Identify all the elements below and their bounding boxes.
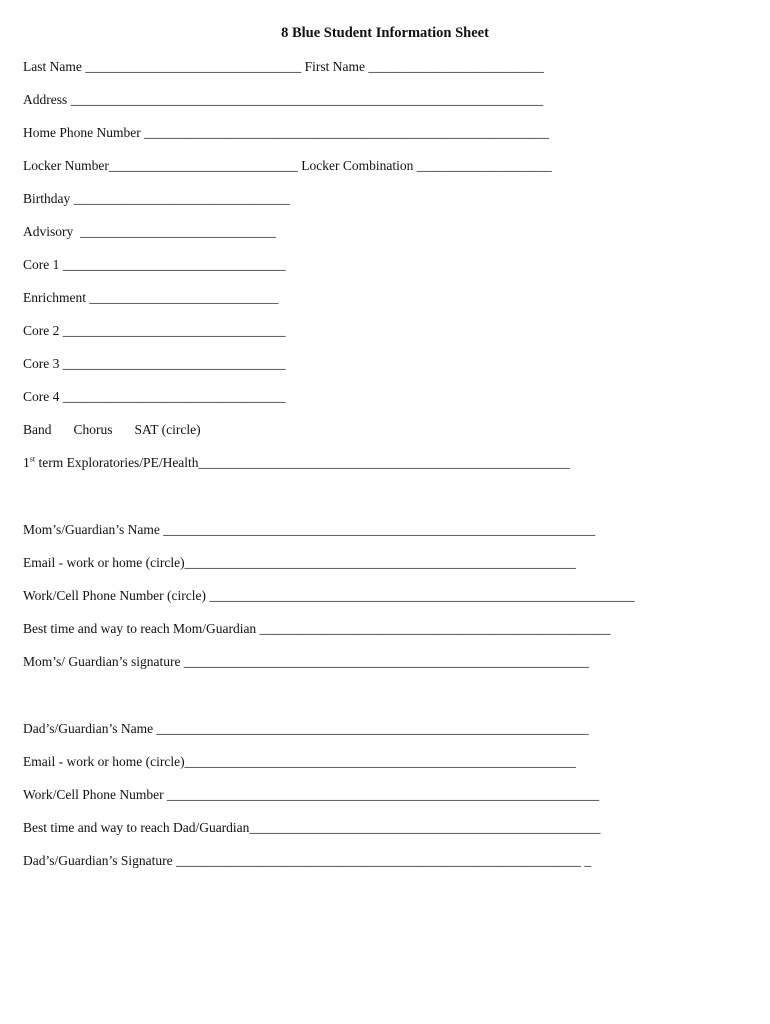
- locker-row[interactable]: [23, 158, 552, 174]
- locker-combination-label: Locker Combination ____________________: [301, 158, 552, 173]
- dad-email-field[interactable]: Email - work or home (circle)__________________________________________________________: [23, 754, 577, 769]
- mom-email-field[interactable]: Email - work or home (circle)__________________________________________________________: [23, 555, 577, 570]
- band-option[interactable]: Band: [23, 422, 52, 437]
- mom-signature-field[interactable]: Mom’s/ Guardian’s signature ____________________________________________________________: [23, 654, 589, 669]
- first-name-label: First Name __________________________: [304, 59, 544, 74]
- core4-field[interactable]: Core 4 _________________________________: [23, 389, 286, 404]
- chorus-option[interactable]: Chorus: [73, 422, 113, 437]
- mom-phone-field[interactable]: Work/Cell Phone Number (circle) _______________________________________________________________: [23, 588, 635, 603]
- core1-field[interactable]: Core 1 _________________________________: [23, 257, 286, 272]
- home-phone-field[interactable]: Home Phone Number ____________________________________________________________: [23, 125, 550, 140]
- mom-name-field[interactable]: Mom’s/Guardian’s Name ________________________________________________________________: [23, 522, 596, 537]
- advisory-field[interactable]: Advisory _____________________________: [23, 224, 276, 239]
- music-choice-row: [23, 422, 201, 438]
- sat-option[interactable]: SAT (circle): [134, 422, 201, 437]
- locker-number-label: Locker Number____________________________: [23, 158, 298, 173]
- dad-phone-field[interactable]: Work/Cell Phone Number ________________________________________________________________: [23, 787, 600, 802]
- birthday-field[interactable]: Birthday ________________________________: [23, 191, 290, 206]
- enrichment-field[interactable]: Enrichment ____________________________: [23, 290, 279, 305]
- exploratories-ordinal: st: [29, 454, 36, 464]
- dad-name-field[interactable]: Dad’s/Guardian’s Name ________________________________________________________________: [23, 721, 589, 736]
- core2-field[interactable]: Core 2 _________________________________: [23, 323, 286, 338]
- page-title: 8 Blue Student Information Sheet: [281, 25, 489, 41]
- dad-best-time-field[interactable]: Best time and way to reach Dad/Guardian____________________________________________________: [23, 820, 601, 835]
- last-name-field[interactable]: [23, 59, 544, 75]
- exploratories-field[interactable]: [23, 455, 570, 471]
- address-field[interactable]: Address ______________________________________________________________________: [23, 92, 544, 107]
- dad-signature-field[interactable]: Dad’s/Guardian’s Signature ____________________________________________________________ _: [23, 853, 592, 868]
- core3-field[interactable]: Core 3 _________________________________: [23, 356, 286, 371]
- exploratories-label: term Exploratories/PE/Health_______________________________________________________: [35, 455, 570, 470]
- mom-best-time-field[interactable]: Best time and way to reach Mom/Guardian ____________________________________________________: [23, 621, 611, 636]
- last-name-label: Last Name ________________________________: [23, 59, 302, 74]
- exploratories-number: 1: [23, 455, 30, 470]
